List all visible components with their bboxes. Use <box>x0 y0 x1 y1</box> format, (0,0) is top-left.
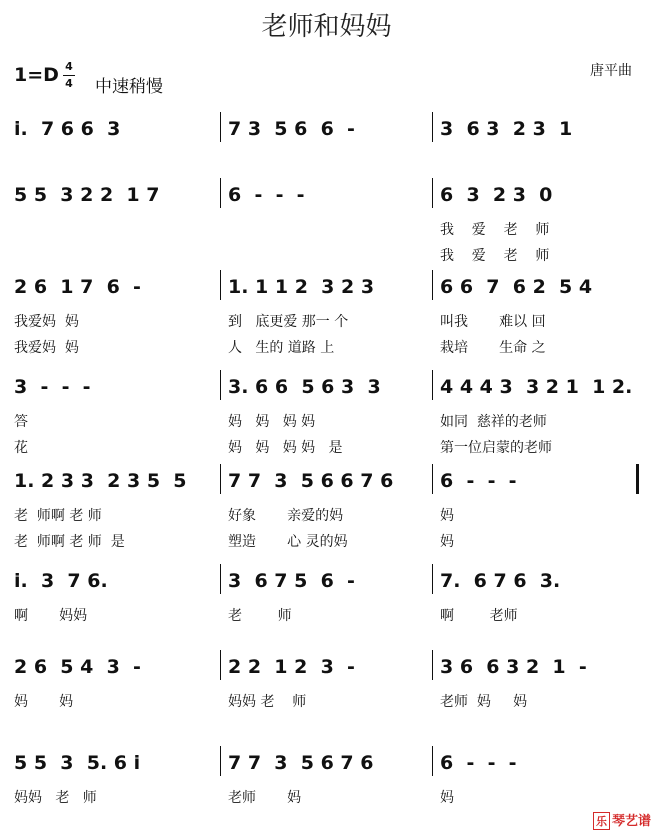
lyric-line: 妈 妈 妈 妈 <box>228 414 316 430</box>
bar-line <box>432 746 433 776</box>
measure: 2 6 1 7 6 - <box>14 276 141 298</box>
measure: 6 3 2 3 0 <box>440 184 553 206</box>
bar-line <box>220 178 221 208</box>
bar-line <box>220 112 221 142</box>
lyric-line: 妈妈 老 师 <box>14 790 97 806</box>
measure: 1. 2 3 3 2 3 5 5 <box>14 470 187 492</box>
lyric-line: 人 生的 道路 上 <box>228 340 335 356</box>
measure: 2 6 5 4 3 - <box>14 656 141 678</box>
tempo-marking: 中速稍慢 <box>95 77 163 97</box>
measure: 6 6 7 6 2 5 4 <box>440 276 593 298</box>
measure: 2 2 1 2 3 - <box>228 656 355 678</box>
key-signature: 1=D <box>14 64 59 86</box>
lyric-line: 塑造 心 灵的妈 <box>228 534 348 550</box>
lyric-line: 老师 妈 妈 <box>440 694 528 710</box>
measure: 7 7 3 5 6 7 6 <box>228 752 374 774</box>
lyric-line: 妈 <box>440 508 454 524</box>
lyric-line: 花 <box>14 440 28 456</box>
lyric-line: 如同 慈祥的老师 <box>440 414 547 430</box>
lyric-line: 答 <box>14 414 28 430</box>
bar-line <box>220 564 221 594</box>
lyric-line: 老师 妈 <box>228 790 302 806</box>
measure: 6 - - - <box>440 752 517 774</box>
lyric-line: 老 师啊 老 师 <box>14 508 102 524</box>
lyric-line: 啊 妈妈 <box>14 608 88 624</box>
lyric-line: 我 爱 老 师 <box>440 248 550 264</box>
time-sig-top: 4 <box>65 60 73 73</box>
measure: 7. 6 7 6 3. <box>440 570 561 592</box>
watermark-logo: 乐 琴艺谱 <box>593 810 651 830</box>
measure: 6 - - - <box>440 470 517 492</box>
lyric-line: 我 爱 老 师 <box>440 222 550 238</box>
measure: i. 3 7 6. <box>14 570 108 592</box>
lyric-line: 叫我 难以 回 <box>440 314 546 330</box>
lyric-line: 我爱妈 妈 <box>14 340 79 356</box>
lyric-line: 老 师啊 老 师 是 <box>14 534 125 550</box>
bar-line <box>220 270 221 300</box>
bar-line <box>220 370 221 400</box>
lyric-line: 妈 <box>440 790 454 806</box>
bar-line <box>432 112 433 142</box>
song-title: 老师和妈妈 <box>261 12 392 42</box>
time-sig-bottom: 4 <box>65 77 73 90</box>
bar-line <box>220 464 221 494</box>
bar-line <box>432 464 433 494</box>
repeat-bar-line <box>636 464 639 494</box>
lyric-line: 妈 妈 <box>14 694 74 710</box>
lyric-line: 我爱妈 妈 <box>14 314 79 330</box>
lyric-line: 妈 妈 妈 妈 是 <box>228 440 343 456</box>
measure: 3 6 7 5 6 - <box>228 570 355 592</box>
lyric-line: 栽培 生命 之 <box>440 340 546 356</box>
measure: 6 - - - <box>228 184 305 206</box>
measure: 5 5 3 5. 6 i <box>14 752 141 774</box>
measure: 7 7 3 5 6 6 7 6 <box>228 470 394 492</box>
bar-line <box>432 564 433 594</box>
bar-line <box>432 270 433 300</box>
measure: i. 7 6 6 3 <box>14 118 121 140</box>
bar-line <box>220 650 221 680</box>
lyric-line: 第一位启蒙的老师 <box>440 440 552 456</box>
bar-line <box>432 178 433 208</box>
measure: 3 - - - <box>14 376 91 398</box>
lyric-line: 到 底更爱 那一 个 <box>228 314 349 330</box>
measure: 5 5 3 2 2 1 7 <box>14 184 160 206</box>
lyric-line: 好象 亲爱的妈 <box>228 508 344 524</box>
measure: 3 6 3 2 3 1 <box>440 118 573 140</box>
measure: 3. 6 6 5 6 3 3 <box>228 376 381 398</box>
lyric-line: 老 师 <box>228 608 292 624</box>
measure: 1. 1 1 2 3 2 3 <box>228 276 375 298</box>
bar-line <box>220 746 221 776</box>
time-sig-rule <box>63 75 75 76</box>
lyric-line: 妈妈 老 师 <box>228 694 307 710</box>
bar-line <box>432 650 433 680</box>
measure: 7 3 5 6 6 - <box>228 118 355 140</box>
lyric-line: 啊 老师 <box>440 608 518 624</box>
composer: 唐平曲 <box>590 63 632 79</box>
time-signature <box>63 60 75 91</box>
measure: 3 6 6 3 2 1 - <box>440 656 587 678</box>
measure: 4 4 4 3 3 2 1 1 2. <box>440 376 633 398</box>
lyric-line: 妈 <box>440 534 454 550</box>
bar-line <box>432 370 433 400</box>
